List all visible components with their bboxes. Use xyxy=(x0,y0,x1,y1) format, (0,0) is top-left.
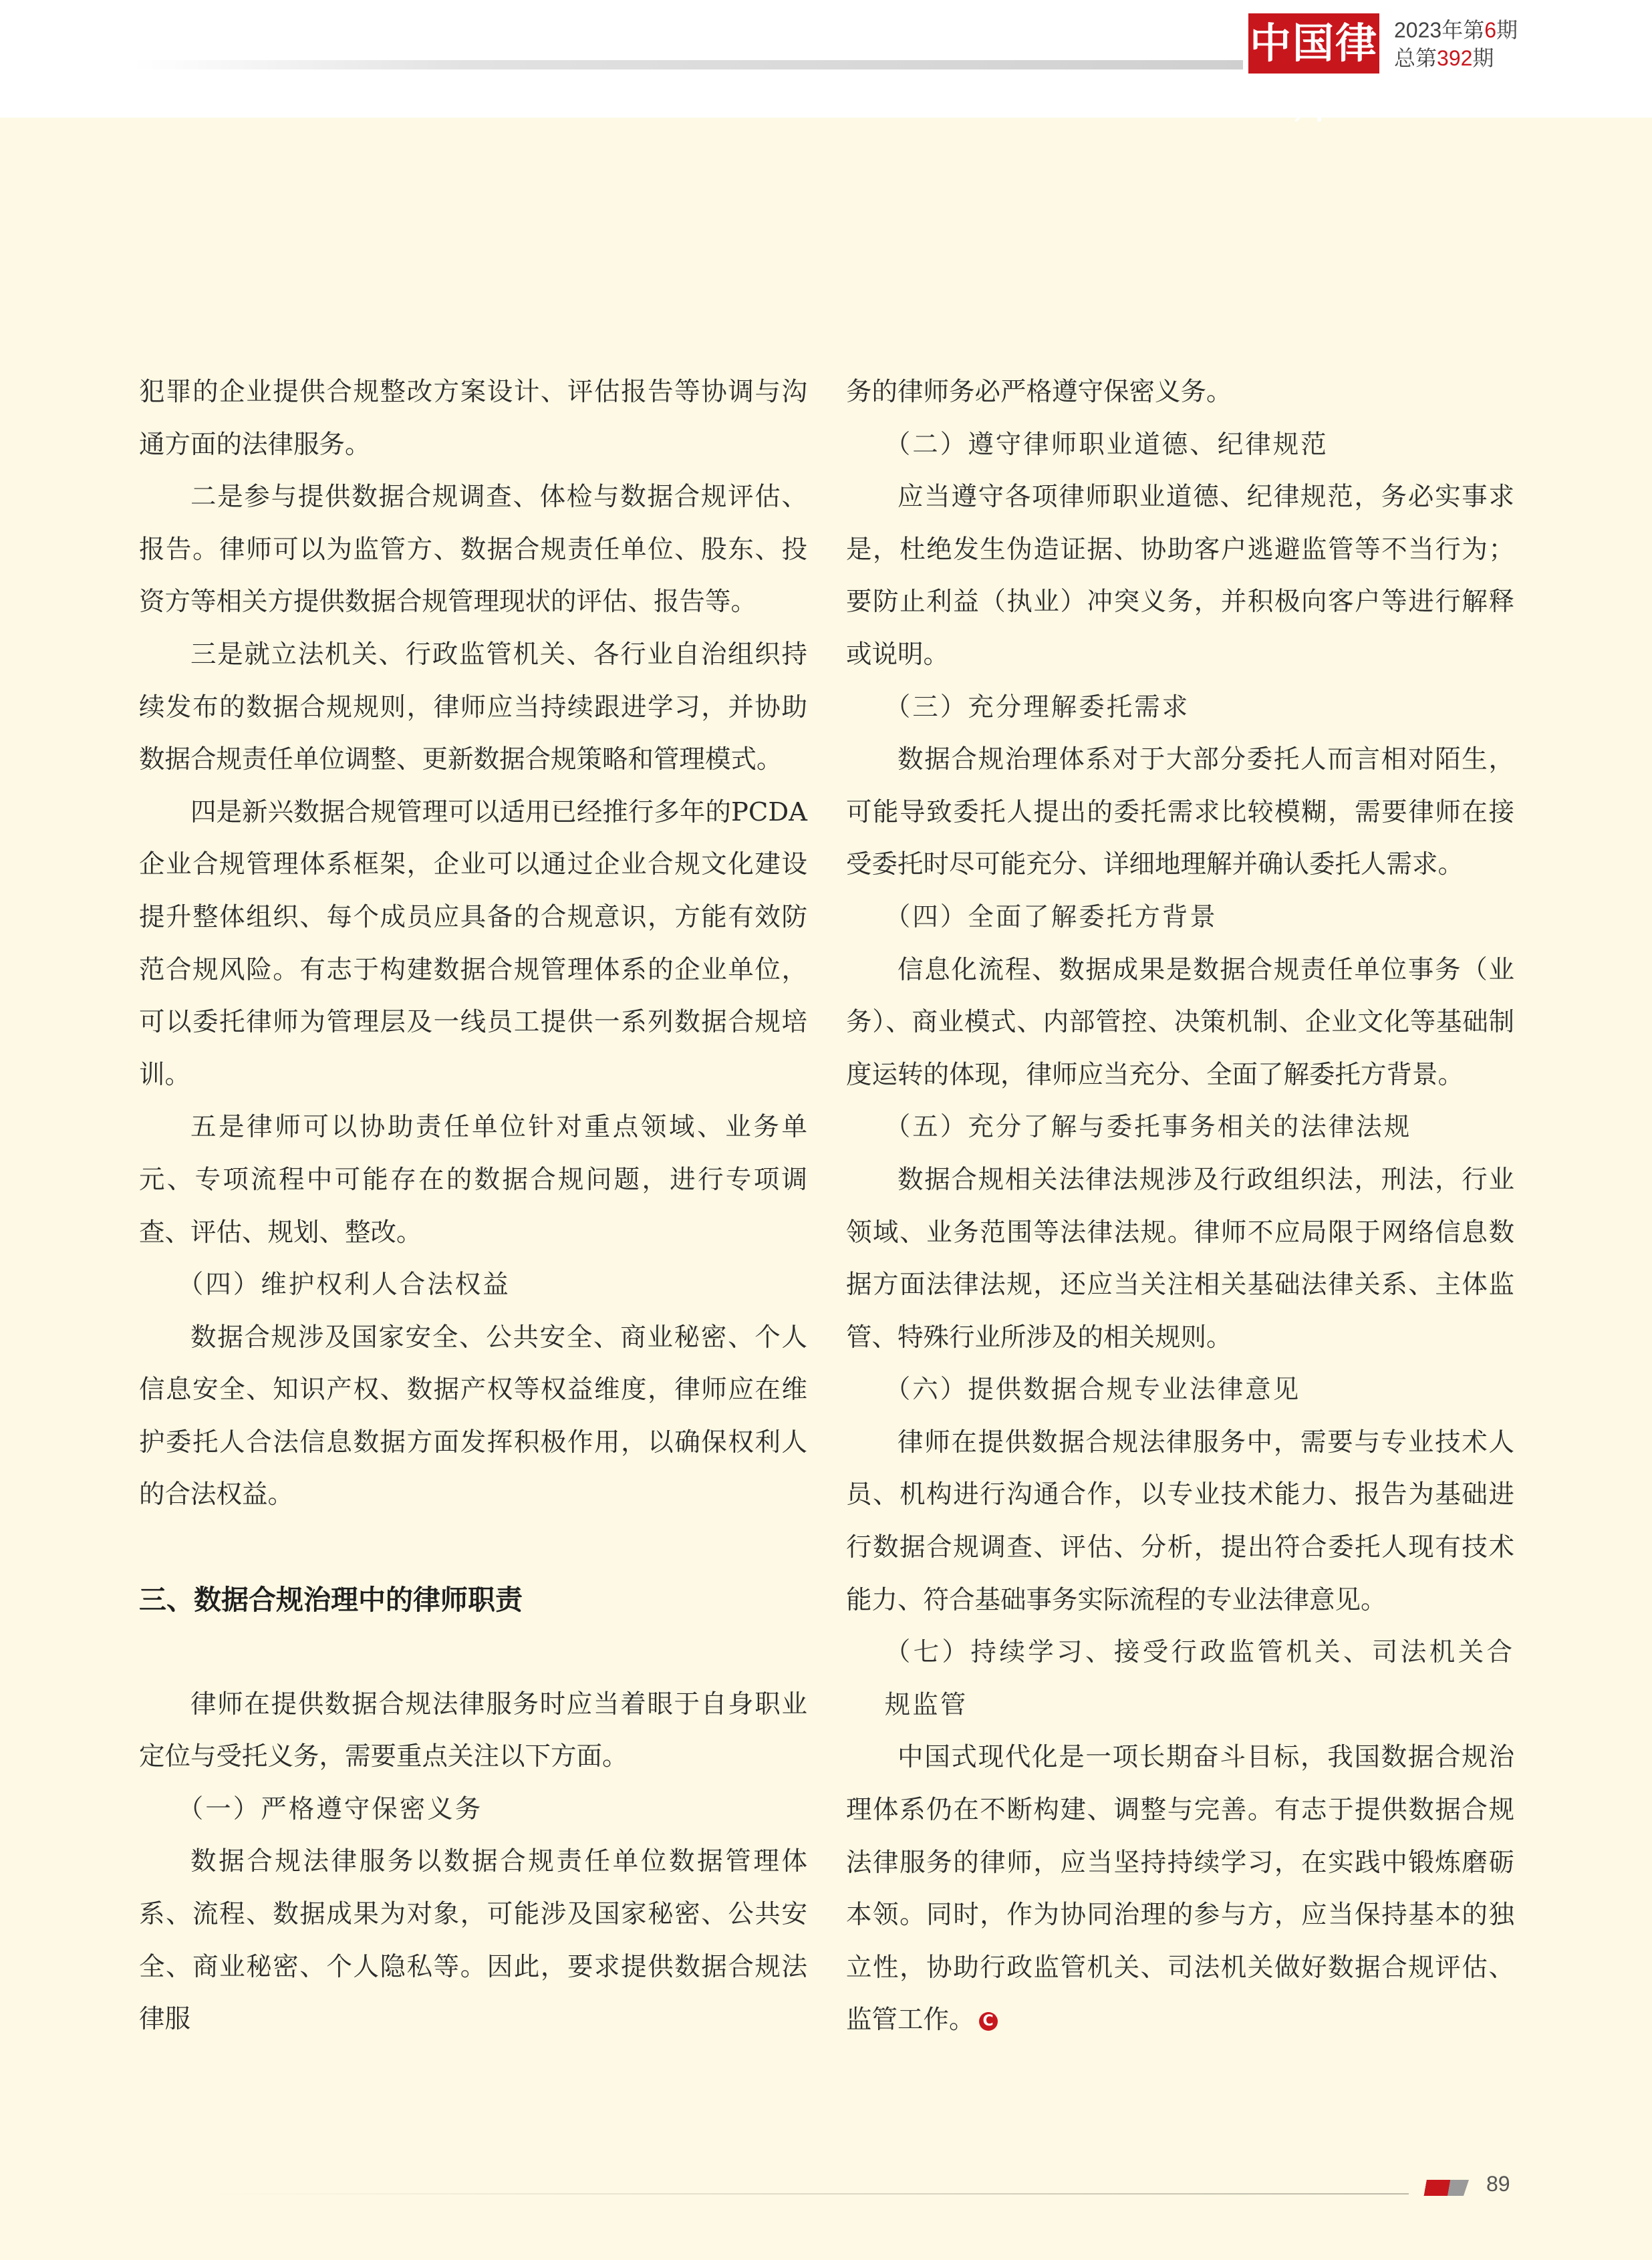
paragraph: 律师在提供数据合规法律服务中，需要与专业技术人员、机构进行沟通合作，以专业技术能力、报告为基础进行数据合规调查、评估、分析，提出符合委托人现有技术能力、符合基础事务实际流程的专业法律意见。 xyxy=(846,1427,1514,1615)
page-header xyxy=(0,0,1652,128)
header-rule xyxy=(134,60,1243,69)
subheading: （一）严格遵守保密义务 xyxy=(177,1794,483,1824)
paragraph: 四是新兴数据合规管理可以适用已经推行多年的PCDA企业合规管理体系框架，企业可以通过企业合规文化建设提升整体组织、每个成员应具备的合规意识，方能有效防范合规风险。有志于构建数据合规管理体系的企业单位，可以委托律师为管理层及一线员工提供一系列数据合规培训。 xyxy=(139,797,807,1090)
paragraph: 五是律师可以协助责任单位针对重点领域、业务单元、专项流程中可能存在的数据合规问题，进行专项调查、评估、规划、整改。 xyxy=(139,1112,807,1248)
page-number: 89 xyxy=(1486,2172,1510,2196)
footer-stripe-icon xyxy=(1415,2180,1469,2196)
subheading: （三）充分理解委托需求 xyxy=(884,692,1190,722)
paragraph: 数据合规相关法律法规涉及行政组织法，刑法，行业领域、业务范围等法律法规。律师不应局限于网络信息数据方面法律法规，还应当关注相关基础法律关系、主体监管、特殊行业所涉及的相关规则。 xyxy=(846,1164,1514,1353)
paragraph: 二是参与提供数据合规调查、体检与数据合规评估、报告。律师可以为监管方、数据合规责任单位、股东、投资方等相关方提供数据合规管理现状的评估、报告等。 xyxy=(139,482,807,617)
paragraph: 三是就立法机关、行政监管机关、各行业自治组织持续发布的数据合规规则，律师应当持续跟进学习，并协助数据合规责任单位调整、更新数据合规策略和管理模式。 xyxy=(139,639,807,775)
paragraph: 信息化流程、数据成果是数据合规责任单位事务（业务）、商业模式、内部管控、决策机制、企业文化等基础制度运转的体现，律师应当充分、全面了解委托方背景。 xyxy=(846,954,1514,1090)
footer-rule xyxy=(213,2193,1409,2195)
subheading: （六）提供数据合规专业法律意见 xyxy=(884,1375,1301,1405)
paragraph: 务的律师务必严格遵守保密义务。 xyxy=(846,377,1232,407)
right-column xyxy=(846,366,1514,2047)
subheading: （四）维护权利人合法权益 xyxy=(177,1270,511,1300)
magazine-logo: 中国律师 xyxy=(1248,13,1379,74)
subheading: （七）持续学习、接受行政监管机关、司法机关合规监管 xyxy=(884,1637,1514,1720)
subheading: （二）遵守律师职业道德、纪律规范 xyxy=(884,429,1329,460)
issue-line-1: 2023年第6期 xyxy=(1394,18,1518,42)
paragraph: 应当遵守各项律师职业道德、纪律规范，务必实事求是，杜绝发生伪造证据、协助客户逃避监管等不当行为；要防止利益（执业）冲突义务，并积极向客户等进行解释或说明。 xyxy=(846,482,1514,670)
paragraph: 犯罪的企业提供合规整改方案设计、评估报告等协调与沟通方面的法律服务。 xyxy=(139,377,807,460)
paragraph xyxy=(846,1731,1514,2047)
paragraph: 数据合规法律服务以数据合规责任单位数据管理体系、流程、数据成果为对象，可能涉及国家秘密、公共安全、商业秘密、个人隐私等。因此，要求提供数据合规法律服 xyxy=(139,1846,807,2035)
subheading: （四）全面了解委托方背景 xyxy=(884,901,1218,932)
paragraph-text: 中国式现代化是一项长期奋斗目标，我国数据合规治理体系仍在不断构建、调整与完善。有志于提供数据合规法律服务的律师，应当坚持持续学习，在实践中锻炼磨砺本领。同时，作为协同治理的参与方，应当保持基本的独立性，协助行政监管机关、司法机关做好数据合规评估、监管工作。 xyxy=(846,1742,1514,2035)
left-column xyxy=(139,366,807,2046)
end-mark-icon: C xyxy=(979,2012,998,2031)
subheading: （五）充分了解与委托事务相关的法律法规 xyxy=(884,1112,1412,1143)
paragraph: 数据合规治理体系对于大部分委托人而言相对陌生，可能导致委托人提出的委托需求比较模糊，需要律师在接受委托时尽可能充分、详细地理解并确认委托人需求。 xyxy=(846,744,1514,880)
issue-info xyxy=(1394,16,1518,72)
paragraph: 数据合规涉及国家安全、公共安全、商业秘密、个人信息安全、知识产权、数据产权等权益维度，律师应在维护委托人合法信息数据方面发挥积极作用，以确保权利人的合法权益。 xyxy=(139,1322,807,1510)
issue-line-2: 总第392期 xyxy=(1394,46,1494,70)
section-heading: 三、数据合规治理中的律师职责 xyxy=(139,1584,523,1616)
paragraph: 律师在提供数据合规法律服务时应当着眼于自身职业定位与受托义务，需要重点关注以下方面。 xyxy=(139,1689,807,1772)
